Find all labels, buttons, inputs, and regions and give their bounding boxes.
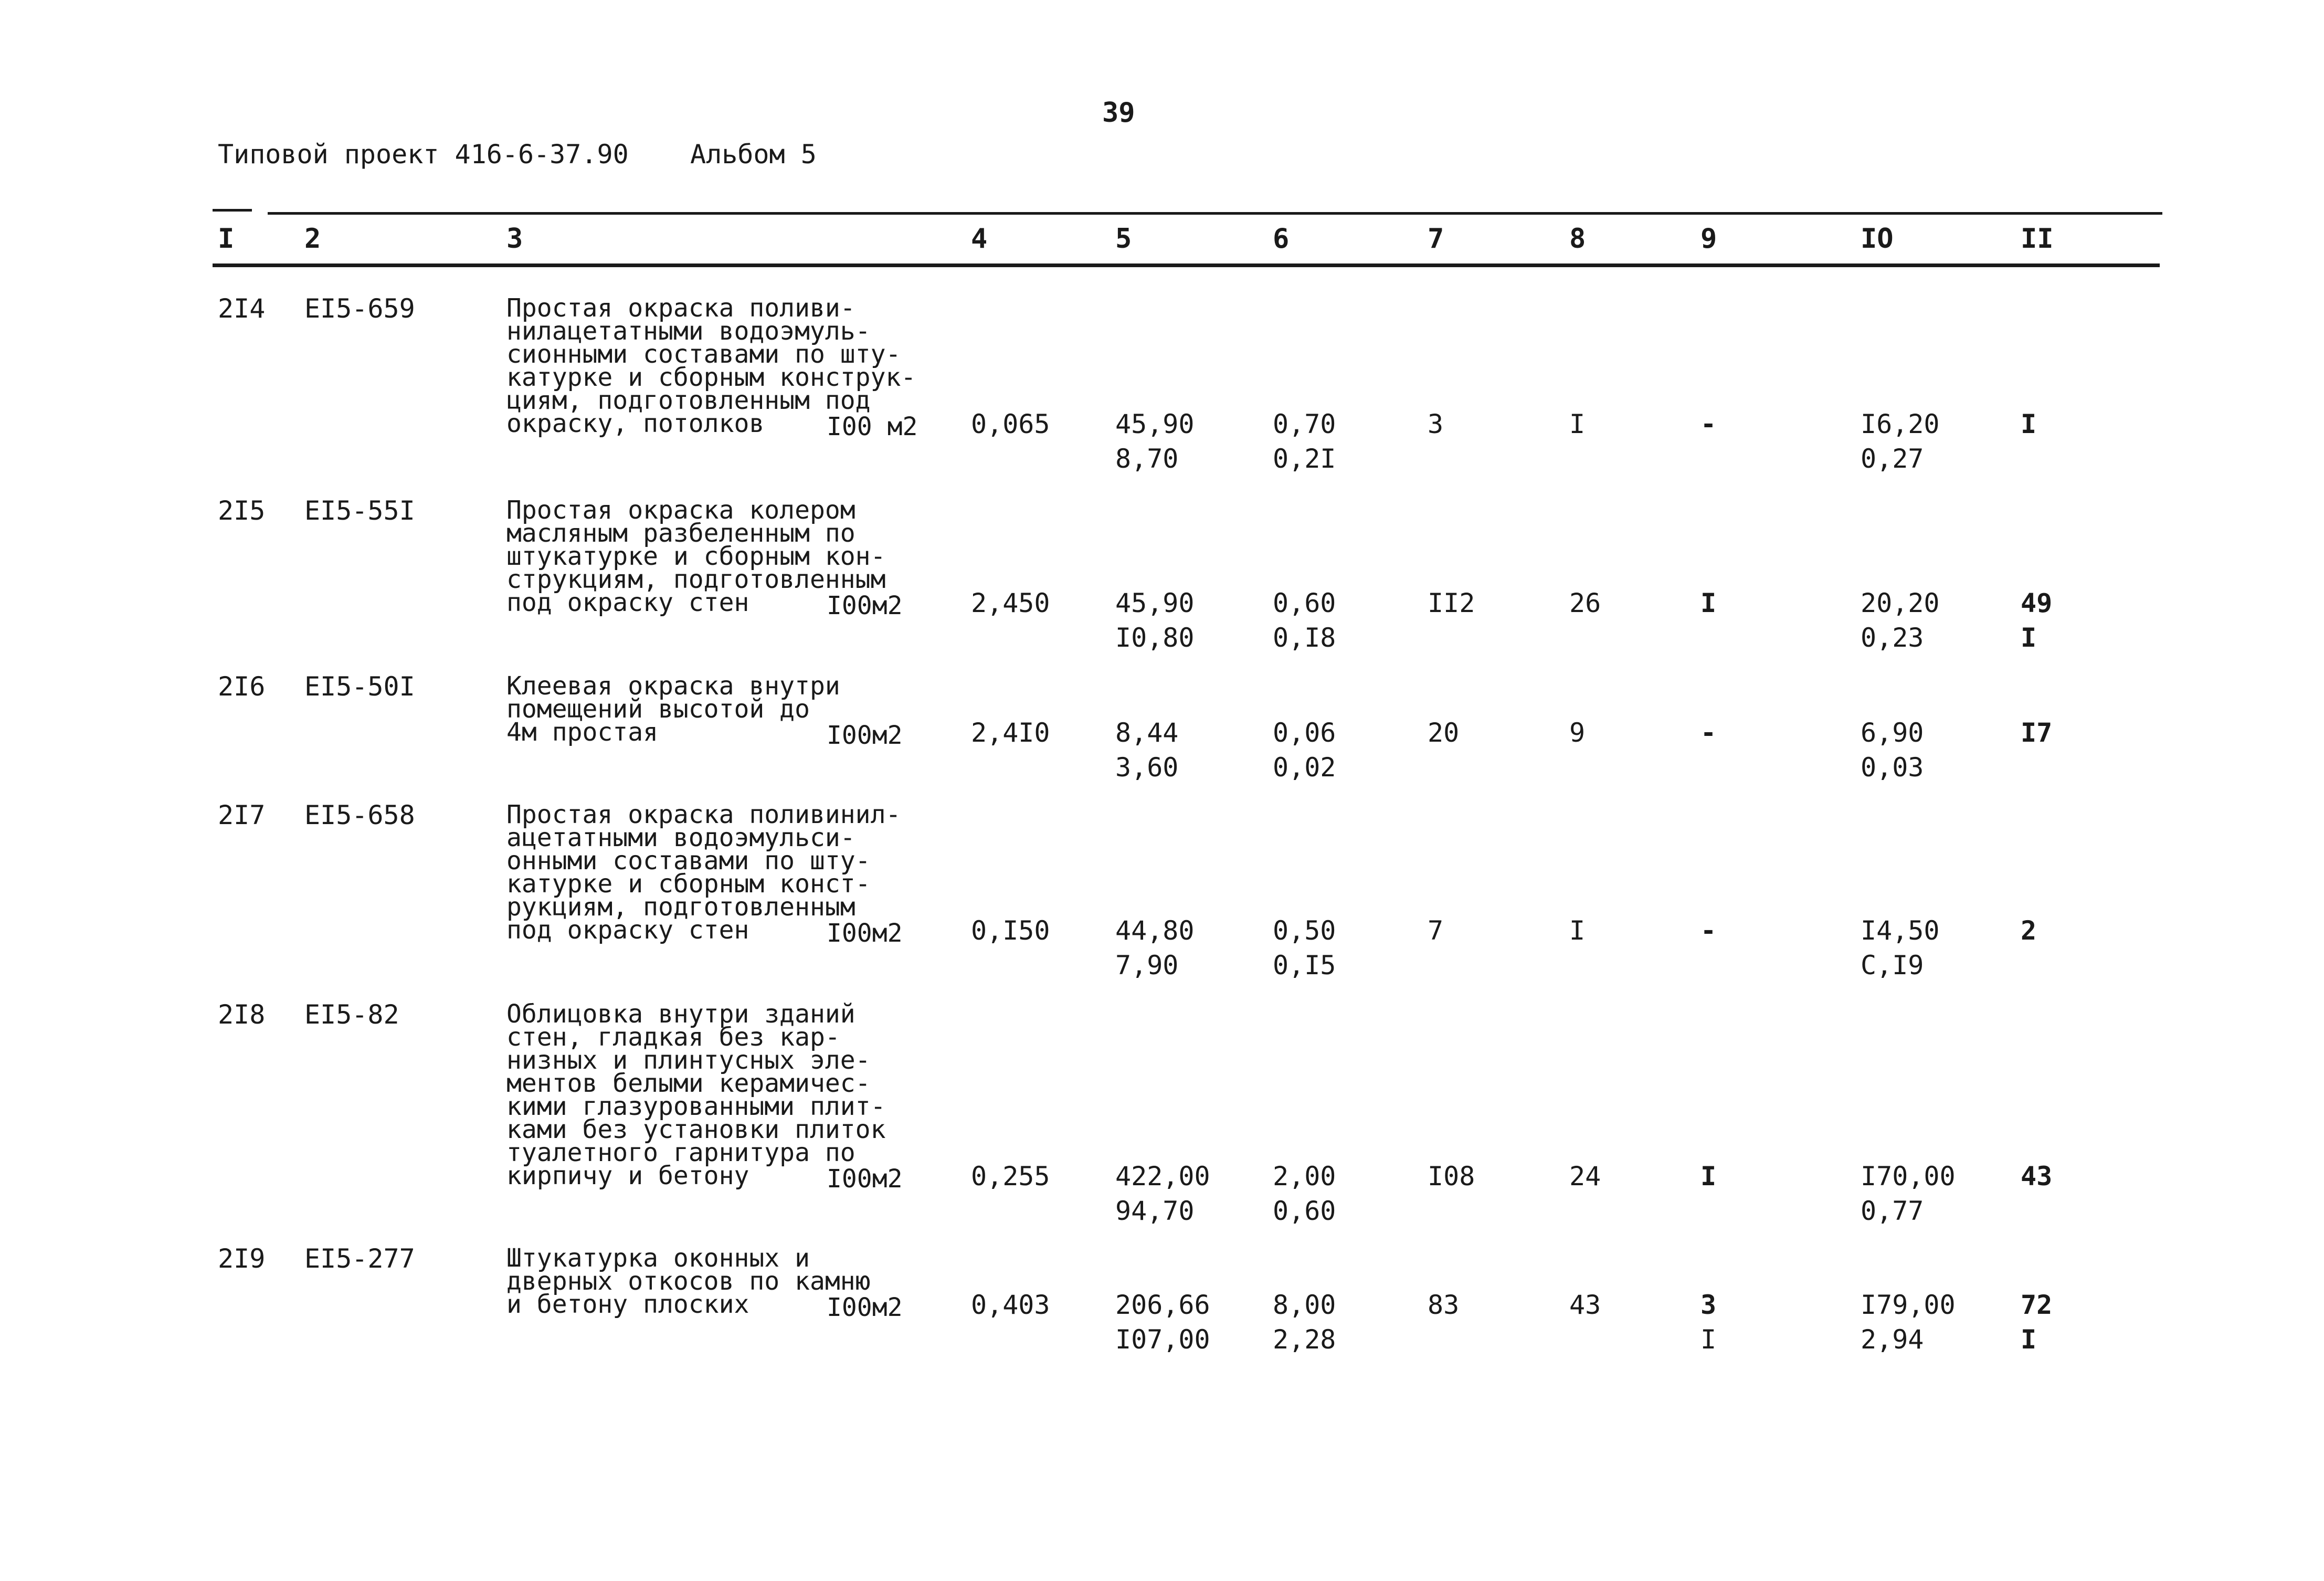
value-c5-sub: 3,60 bbox=[1115, 752, 1179, 783]
value-c5: 422,00 bbox=[1115, 1161, 1210, 1192]
value-c8: 24 bbox=[1569, 1161, 1601, 1192]
value-c10-sub: 2,94 bbox=[1861, 1324, 1924, 1355]
row-number: 2I8 bbox=[218, 999, 266, 1030]
value-c6-sub: 2,28 bbox=[1273, 1324, 1336, 1355]
quantity: 2,4I0 bbox=[971, 718, 1050, 748]
work-description-line: низных и плинтусных эле- bbox=[506, 1046, 871, 1075]
header-rule bbox=[213, 264, 2160, 267]
value-c6-sub: 0,2I bbox=[1273, 444, 1336, 474]
value-c10: I6,20 bbox=[1861, 409, 1940, 439]
value-c8: I bbox=[1569, 409, 1586, 439]
column-header-8: 8 bbox=[1569, 223, 1586, 255]
value-c7: 3 bbox=[1428, 409, 1444, 439]
rate-code: EI5-50I bbox=[304, 671, 415, 702]
value-c10: 6,90 bbox=[1861, 718, 1924, 748]
work-description-line: кирпичу и бетону bbox=[506, 1161, 749, 1190]
column-header-2: 2 bbox=[304, 223, 321, 255]
value-c6: 0,70 bbox=[1273, 409, 1336, 439]
top-rule-short bbox=[213, 209, 252, 212]
work-description-line: стен, гладкая без кар- bbox=[506, 1023, 840, 1052]
value-c8: I bbox=[1569, 915, 1586, 946]
value-c11: 2 bbox=[2021, 915, 2037, 946]
work-description-line: дверных откосов по камню bbox=[506, 1267, 871, 1296]
quantity: 0,065 bbox=[971, 409, 1050, 439]
album-label: Альбом 5 bbox=[690, 139, 817, 170]
quantity: 0,403 bbox=[971, 1290, 1050, 1320]
value-c10-sub: 0,27 bbox=[1861, 444, 1924, 474]
value-c11: 49 bbox=[2021, 588, 2053, 618]
value-c8: 9 bbox=[1569, 718, 1586, 748]
value-c5-sub: I0,80 bbox=[1115, 623, 1195, 653]
work-description-line: помещений высотой до bbox=[506, 694, 810, 724]
quantity: 0,I50 bbox=[971, 915, 1050, 946]
value-c5: 8,44 bbox=[1115, 718, 1179, 748]
unit-of-measure: I00м2 bbox=[827, 1164, 903, 1194]
work-description-line: Облицовка внутри зданий bbox=[506, 999, 855, 1029]
unit-of-measure: I00м2 bbox=[827, 1293, 903, 1322]
value-c7: 20 bbox=[1428, 718, 1460, 748]
work-description-line: 4м простая bbox=[506, 718, 658, 747]
value-c5-sub: 94,70 bbox=[1115, 1196, 1195, 1226]
value-c6-sub: 0,02 bbox=[1273, 752, 1336, 783]
work-description-line: под окраску стен bbox=[506, 915, 749, 945]
unit-of-measure: I00м2 bbox=[827, 919, 903, 948]
value-c6-sub: 0,60 bbox=[1273, 1196, 1336, 1226]
work-description-line: и бетону плоских bbox=[506, 1290, 749, 1319]
value-c7: 83 bbox=[1428, 1290, 1460, 1320]
value-c6: 8,00 bbox=[1273, 1290, 1336, 1320]
rate-code: EI5-659 bbox=[304, 293, 415, 324]
value-c11-sub: I bbox=[2021, 623, 2037, 653]
unit-of-measure: I00 м2 bbox=[827, 412, 918, 441]
work-description-line: кими глазурованными плит- bbox=[506, 1092, 886, 1121]
row-number: 2I7 bbox=[218, 800, 266, 830]
value-c6-sub: 0,I8 bbox=[1273, 623, 1336, 653]
column-header-4: 4 bbox=[971, 223, 988, 255]
value-c5: 44,80 bbox=[1115, 915, 1195, 946]
value-c10-sub: 0,77 bbox=[1861, 1196, 1924, 1226]
value-c5-sub: I07,00 bbox=[1115, 1324, 1210, 1355]
row-number: 2I6 bbox=[218, 671, 266, 702]
value-c9-sub: I bbox=[1700, 1324, 1717, 1355]
work-description-line: Простая окраска колером bbox=[506, 496, 855, 525]
value-c6: 0,06 bbox=[1273, 718, 1336, 748]
work-description-line: струкциям, подготовленным bbox=[506, 565, 886, 594]
work-description-line: окраску, потолков bbox=[506, 409, 765, 438]
value-c11-sub: I bbox=[2021, 1324, 2037, 1355]
value-c10: I4,50 bbox=[1861, 915, 1940, 946]
work-description-line: ацетатными водоэмульси- bbox=[506, 823, 855, 852]
value-c11: 72 bbox=[2021, 1290, 2053, 1320]
work-description-line: туалетного гарнитура по bbox=[506, 1138, 855, 1167]
value-c8: 26 bbox=[1569, 588, 1601, 618]
value-c5: 206,66 bbox=[1115, 1290, 1210, 1320]
rate-code: EI5-55I bbox=[304, 496, 415, 526]
unit-of-measure: I00м2 bbox=[827, 721, 903, 750]
unit-of-measure: I00м2 bbox=[827, 591, 903, 620]
work-description-line: ментов белыми керамичес- bbox=[506, 1069, 871, 1098]
work-description-line: Штукатурка оконных и bbox=[506, 1243, 810, 1273]
column-header-10: IO bbox=[1861, 223, 1894, 255]
column-header-9: 9 bbox=[1700, 223, 1717, 255]
value-c6: 0,50 bbox=[1273, 915, 1336, 946]
value-c6: 2,00 bbox=[1273, 1161, 1336, 1192]
work-description-line: под окраску стен bbox=[506, 588, 749, 617]
work-description-line: онными составами по шту- bbox=[506, 846, 871, 876]
value-c9: - bbox=[1700, 915, 1717, 946]
column-header-1: I bbox=[218, 223, 235, 255]
value-c10: 20,20 bbox=[1861, 588, 1940, 618]
rate-code: EI5-277 bbox=[304, 1243, 415, 1274]
work-description-line: Простая окраска поливинил- bbox=[506, 800, 901, 829]
work-description-line: сионными составами по шту- bbox=[506, 340, 901, 369]
work-description-line: штукатурке и сборным кон- bbox=[506, 542, 886, 571]
value-c9: - bbox=[1700, 409, 1717, 439]
value-c10-sub: C,I9 bbox=[1861, 950, 1924, 981]
column-header-5: 5 bbox=[1115, 223, 1132, 255]
column-header-7: 7 bbox=[1428, 223, 1444, 255]
value-c10-sub: 0,23 bbox=[1861, 623, 1924, 653]
row-number: 2I4 bbox=[218, 293, 266, 324]
value-c9: - bbox=[1700, 718, 1717, 748]
value-c5: 45,90 bbox=[1115, 588, 1195, 618]
value-c6-sub: 0,I5 bbox=[1273, 950, 1336, 981]
work-description-line: катурке и сборным конструк- bbox=[506, 363, 916, 392]
work-description-line: катурке и сборным конст- bbox=[506, 869, 871, 899]
value-c6: 0,60 bbox=[1273, 588, 1336, 618]
work-description-line: Простая окраска поливи- bbox=[506, 293, 855, 323]
column-header-3: 3 bbox=[506, 223, 523, 255]
value-c9: 3 bbox=[1700, 1290, 1717, 1320]
rate-code: EI5-82 bbox=[304, 999, 399, 1030]
rate-code: EI5-658 bbox=[304, 800, 415, 830]
page-number: 39 bbox=[1102, 97, 1135, 129]
project-title: Типовой проект 416-6-37.90 bbox=[218, 139, 629, 170]
column-header-6: 6 bbox=[1273, 223, 1290, 255]
work-description-line: нилацетатными водоэмуль- bbox=[506, 317, 871, 346]
value-c7: II2 bbox=[1428, 588, 1475, 618]
work-description-line: Клеевая окраска внутри bbox=[506, 671, 840, 701]
work-description-line: ками без установки плиток bbox=[506, 1115, 886, 1144]
value-c11: I bbox=[2021, 409, 2037, 439]
value-c11: I7 bbox=[2021, 718, 2053, 748]
value-c10-sub: 0,03 bbox=[1861, 752, 1924, 783]
top-rule bbox=[268, 212, 2162, 215]
value-c10: I79,00 bbox=[1861, 1290, 1956, 1320]
value-c7: I08 bbox=[1428, 1161, 1475, 1192]
work-description-line: рукциям, подготовленным bbox=[506, 892, 855, 922]
value-c9: I bbox=[1700, 1161, 1717, 1192]
value-c7: 7 bbox=[1428, 915, 1444, 946]
value-c8: 43 bbox=[1569, 1290, 1601, 1320]
column-header-11: II bbox=[2021, 223, 2054, 255]
quantity: 2,450 bbox=[971, 588, 1050, 618]
quantity: 0,255 bbox=[971, 1161, 1050, 1192]
value-c5-sub: 8,70 bbox=[1115, 444, 1179, 474]
value-c9: I bbox=[1700, 588, 1717, 618]
work-description-line: циям, подготовленным под bbox=[506, 386, 871, 415]
row-number: 2I9 bbox=[218, 1243, 266, 1274]
value-c10: I70,00 bbox=[1861, 1161, 1956, 1192]
value-c5-sub: 7,90 bbox=[1115, 950, 1179, 981]
row-number: 2I5 bbox=[218, 496, 266, 526]
work-description-line: масляным разбеленным по bbox=[506, 519, 855, 548]
value-c5: 45,90 bbox=[1115, 409, 1195, 439]
value-c11: 43 bbox=[2021, 1161, 2053, 1192]
